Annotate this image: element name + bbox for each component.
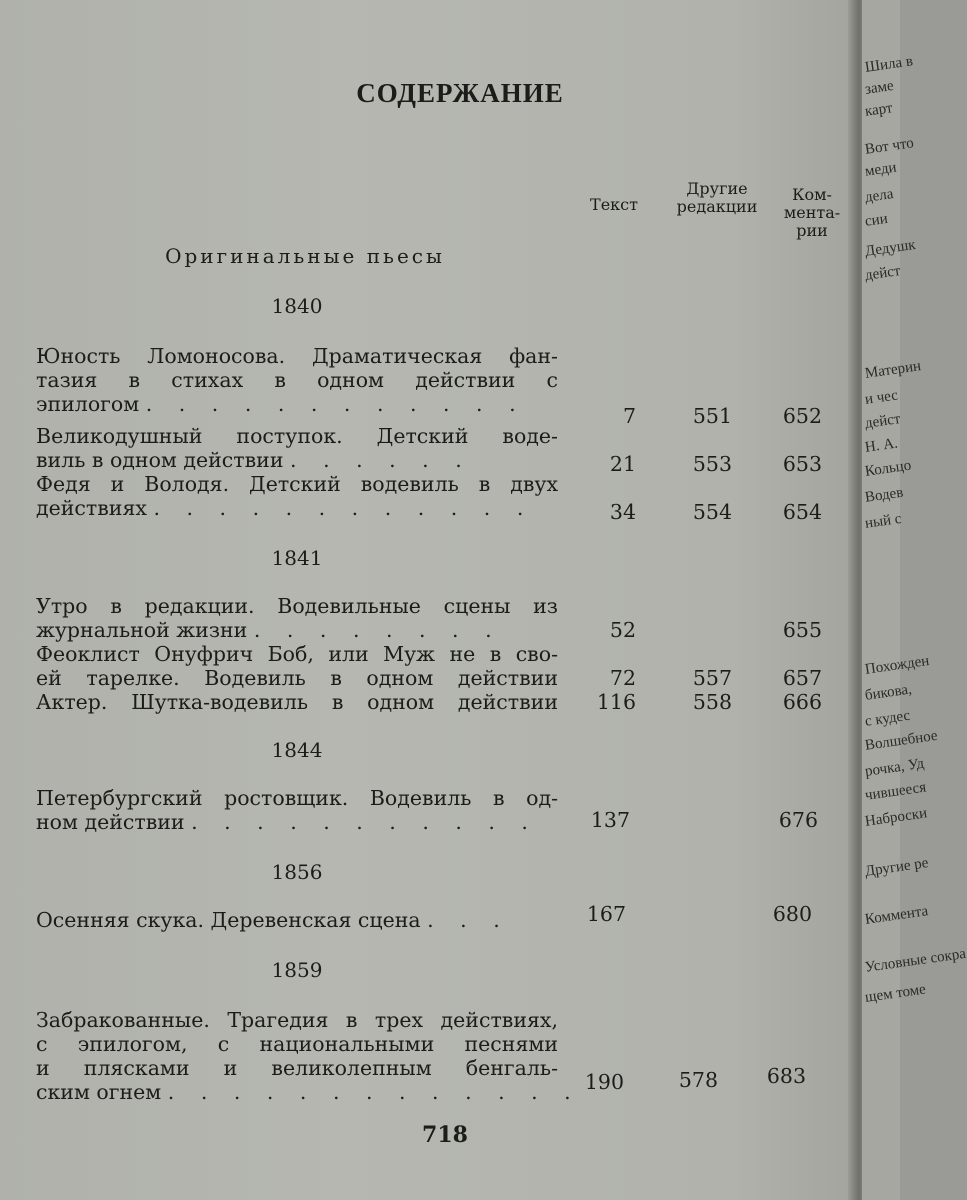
page-comments: 655 xyxy=(782,618,822,642)
entry-line: Феоклист Онуфрич Боб, или Муж не в сво- xyxy=(36,642,558,666)
entry-text: действиях xyxy=(36,496,147,520)
entry-line-last xyxy=(36,448,558,472)
fragment-text: Вот что xyxy=(864,135,915,158)
fragment-text: с кудес xyxy=(864,707,912,730)
adjacent-page-fragment xyxy=(862,0,967,1200)
leader-dots: . . . . . . . . xyxy=(253,618,502,642)
year-heading: 1841 xyxy=(271,546,323,570)
fragment-text: рочка, Уд xyxy=(864,755,926,780)
page-other-editions: 554 xyxy=(692,500,732,524)
column-header-comm-line: Ком- xyxy=(792,185,832,204)
page-text: 7 xyxy=(622,404,636,428)
page-other-editions: 557 xyxy=(692,666,732,690)
entry-line: Федя и Володя. Детский водевиль в двух xyxy=(36,472,558,496)
entry-line: Великодушный поступок. Детский водe- xyxy=(36,424,558,448)
page-text: 34 xyxy=(609,500,636,524)
page-text: 116 xyxy=(596,690,636,714)
leader-dots: . . . . . . . . . . . . xyxy=(153,496,534,520)
fragment-text: сии xyxy=(864,210,889,230)
entry-text: эпилогом xyxy=(36,392,140,416)
column-header-comm-line: рии xyxy=(796,221,828,240)
page-comments: 653 xyxy=(782,452,822,476)
column-header-other-editions xyxy=(672,180,762,216)
fragment-text: ный с xyxy=(864,510,903,532)
fragment-text: Водев xyxy=(864,484,905,506)
column-header-comm-line: мента- xyxy=(783,203,841,222)
entry-line-last xyxy=(36,1080,581,1104)
fragment-text: чившееся xyxy=(864,779,928,804)
fragment-text: Коммента xyxy=(864,903,930,928)
fragment-text: Другие ре xyxy=(864,855,930,880)
year-heading: 1859 xyxy=(271,958,323,982)
fragment-text: бикова, xyxy=(864,681,913,704)
page-comments: 676 xyxy=(778,808,818,832)
page-comments: 657 xyxy=(782,666,822,690)
page-text: 167 xyxy=(586,902,626,926)
entry-line: Юность Ломоносова. Драматическая фан- xyxy=(36,344,558,368)
page-comments: 666 xyxy=(782,690,822,714)
year-heading: 1856 xyxy=(271,860,323,884)
page-text: 21 xyxy=(609,452,636,476)
leader-dots: . . . . . . xyxy=(290,448,472,472)
leader-dots: . . . . . . . . . . . . xyxy=(145,392,526,416)
fragment-text: Дедушк xyxy=(864,236,917,260)
fragment-text: карт xyxy=(864,100,894,120)
fragment-text: Похожден xyxy=(864,652,931,678)
entry-line-last xyxy=(36,908,558,932)
column-header-text: Текст xyxy=(590,195,638,214)
entry-line: и плясками и великолепным бенгаль- xyxy=(36,1056,558,1080)
page-text: 190 xyxy=(584,1070,624,1094)
page-text: 52 xyxy=(609,618,636,642)
entry-text: журнальной жизни xyxy=(36,618,248,642)
fragment-text: дейст xyxy=(864,263,902,284)
leader-dots: . . . xyxy=(427,908,510,932)
page-number: 718 xyxy=(422,1122,468,1148)
page-comments: 652 xyxy=(782,404,822,428)
fragment-text: дела xyxy=(864,186,895,206)
fragment-text: дейст xyxy=(864,411,902,432)
entry-line: с эпилогом, с национальными песнями xyxy=(36,1032,558,1056)
entry-text: ном действии xyxy=(36,810,185,834)
page-other-editions: 553 xyxy=(692,452,732,476)
page-comments: 683 xyxy=(766,1064,806,1088)
page-other-editions: 578 xyxy=(678,1068,718,1092)
fragment-text: Условные сокра xyxy=(864,945,967,976)
entry-line: тазия в стихах в одном действии с xyxy=(36,368,558,392)
entry-line: Утро в редакции. Водевильные сцены из xyxy=(36,594,558,618)
entry-text: виль в одном действии xyxy=(36,448,284,472)
entry-line-last xyxy=(36,496,558,520)
entry-line-last xyxy=(36,810,558,834)
entry-line: Забракованные. Трагедия в трех действиях, xyxy=(36,1008,558,1032)
page-other-editions: 558 xyxy=(692,690,732,714)
fragment-text: Кольцо xyxy=(864,457,913,480)
leader-dots: . . . . . . . . . . . . . xyxy=(167,1080,581,1104)
column-header-other-line: Другие xyxy=(686,179,748,198)
page-other-editions: 551 xyxy=(692,404,732,428)
fragment-text: Наброски xyxy=(864,805,929,830)
page-text: 137 xyxy=(590,808,630,832)
entry-line: Петербургский ростовщик. Водевиль в од- xyxy=(36,786,558,810)
fragment-text: Шила в xyxy=(864,53,914,76)
fragment-text: Н. А. xyxy=(864,435,899,456)
page-comments: 654 xyxy=(782,500,822,524)
fragment-text: и чес xyxy=(864,387,899,408)
entry-line: Актер. Шутка-водевиль в одном действии xyxy=(36,690,558,714)
entry-line: ей тарелке. Водевиль в одном действии xyxy=(36,666,558,690)
entry-line-last xyxy=(36,392,558,416)
year-heading: 1844 xyxy=(271,738,323,762)
fragment-text: меди xyxy=(864,159,898,180)
column-header-comments xyxy=(772,186,852,240)
fragment-text: щем томе xyxy=(864,981,927,1006)
page-text: 72 xyxy=(609,666,636,690)
entry-text: ским огнем xyxy=(36,1080,162,1104)
fragment-text: заме xyxy=(864,78,895,98)
section-heading: Оригинальные пьесы xyxy=(165,244,445,268)
page-comments: 680 xyxy=(772,902,812,926)
column-header-other-line: редакции xyxy=(676,197,758,216)
year-heading: 1840 xyxy=(271,294,323,318)
fragment-text: Волшебное xyxy=(864,727,939,754)
fragment-text: Материн xyxy=(864,358,923,382)
page-title: СОДЕРЖАНИЕ xyxy=(356,78,564,108)
entry-text: Осенняя скука. Деревенская сцена xyxy=(36,908,421,932)
leader-dots: . . . . . . . . . . . xyxy=(191,810,538,834)
entry-line-last xyxy=(36,618,558,642)
